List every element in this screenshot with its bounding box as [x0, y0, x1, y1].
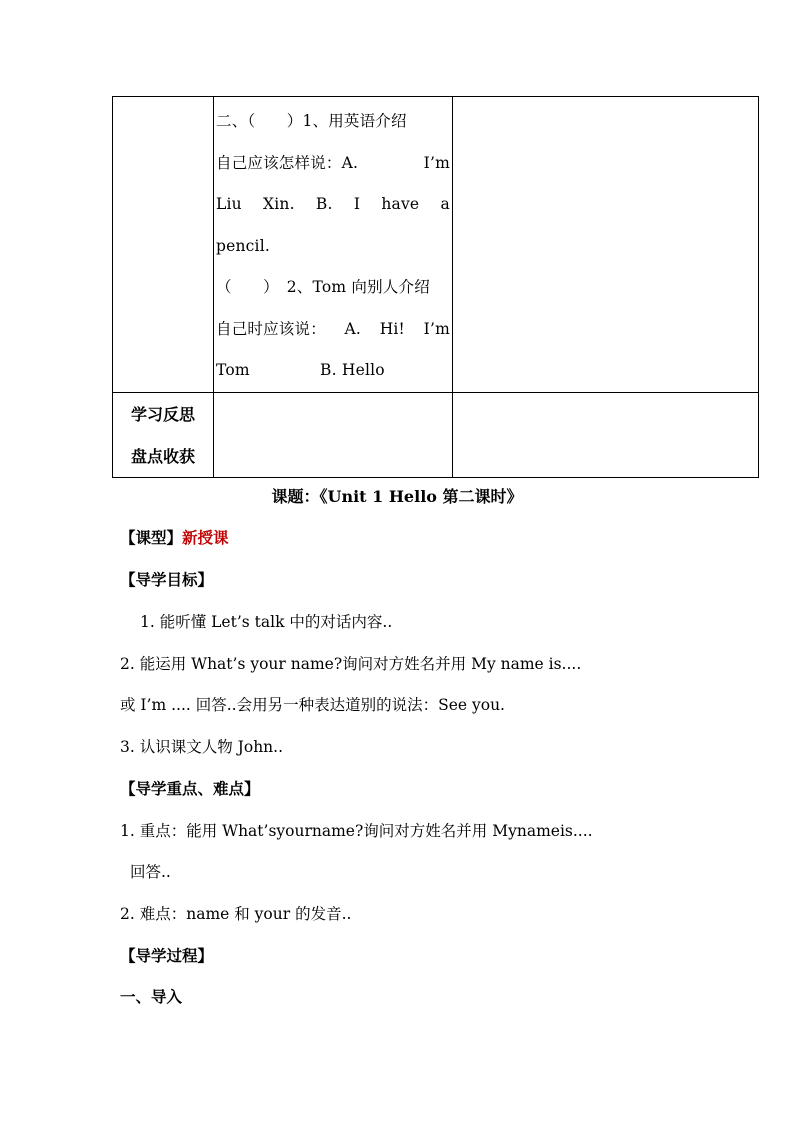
- exercise-line: pencil.: [216, 236, 271, 255]
- lesson-type-value: 新授课: [182, 528, 229, 547]
- answer-cell-empty: [453, 97, 759, 393]
- reflection-label-2: 盘点收获: [130, 446, 195, 466]
- reflection-row: [113, 392, 759, 477]
- exercise-line: Tom B. Hello: [216, 361, 385, 379]
- reflection-cell-empty-2: [453, 392, 759, 477]
- key-point-1-line-2: 回答..: [130, 863, 171, 881]
- reflection-label-cell: [113, 392, 214, 477]
- exercise-cell: [214, 97, 453, 393]
- lesson-title: 课题：《Unit 1 Hello 第二课时》: [271, 487, 523, 506]
- objective-1: 1. 能听懂 Let’s talk 中的对话内容..: [140, 613, 393, 631]
- exercise-line: （ ） 2、Tom 向别人介绍: [216, 278, 430, 296]
- process-heading: 【导学过程】: [120, 946, 214, 965]
- exercise-row: [113, 97, 759, 393]
- objectives-heading: 【导学目标】: [120, 570, 214, 589]
- key-points-heading: 【导学重点、难点】: [120, 779, 260, 798]
- exercise-line: Liu Xin. B. I have a: [216, 195, 450, 213]
- exercise-line: 自己应该怎样说：A. I’m: [216, 153, 450, 172]
- row-label-cell-empty: [113, 97, 214, 393]
- key-point-2: 2. 难点：name 和 your 的发音..: [120, 905, 352, 923]
- objective-3: 3. 认识课文人物 John..: [120, 738, 284, 756]
- exercise-line: 自己时应该说： A. Hi! I’m: [216, 319, 450, 338]
- process-step-1: 一、导入: [120, 987, 183, 1006]
- reflection-label-1: 学习反思: [130, 404, 195, 424]
- reflection-cell-empty: [214, 392, 453, 477]
- lesson-type: 【课型】新授课: [120, 528, 229, 547]
- objective-2-line-1: 2. 能运用 What’s your name?询问对方姓名并用 My name is....: [120, 655, 582, 673]
- exercise-line: 二、（ ）1、用英语介绍: [216, 112, 407, 130]
- worksheet-table: [112, 96, 759, 478]
- objective-2-line-2: 或 I’m .... 回答..会用另一种表达道别的说法：See you.: [120, 696, 505, 714]
- key-point-1-line-1: 1. 重点：能用 What’syourname?询问对方姓名并用 Mynameis....: [120, 822, 593, 840]
